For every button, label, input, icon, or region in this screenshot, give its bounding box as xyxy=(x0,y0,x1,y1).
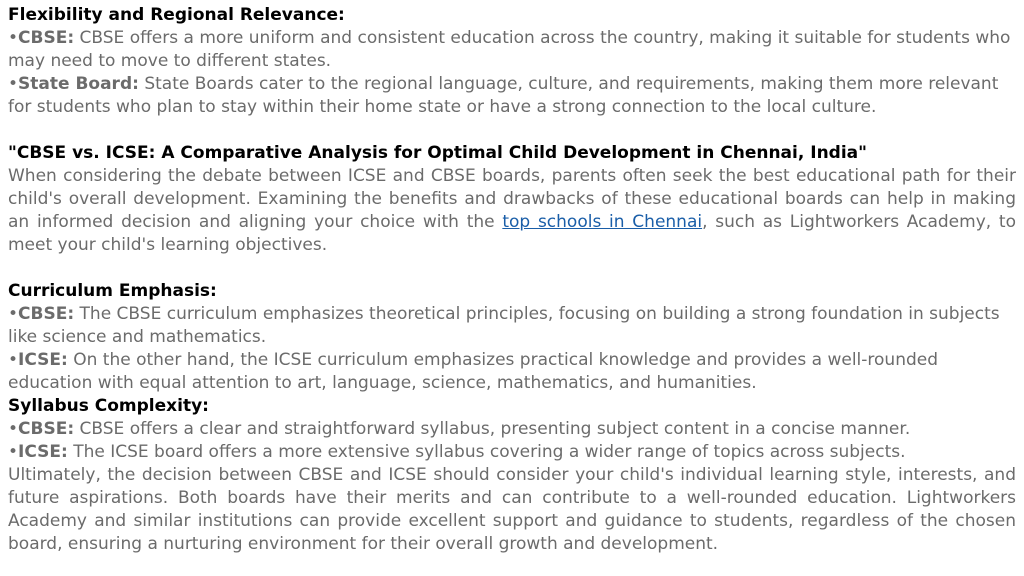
item-text: The ICSE board offers a more extensive syllabus covering a wider range of topics across subjects. xyxy=(67,442,906,462)
item-label: CBSE: xyxy=(18,419,75,439)
item-text: The CBSE curriculum emphasizes theoretical principles, focusing on building a strong foundation in subjects like science and mathematics. xyxy=(8,304,1000,347)
spacer xyxy=(8,119,1016,142)
bullet: • xyxy=(8,28,19,48)
conclusion-paragraph: Ultimately, the decision between CBSE and ICSE should consider your child's individual learning style, interests, and future aspirations. Both boards have their merits and can contribute to a well-rounded education. Lightworkers Academy and similar institutions can provide excellent support and guidance to students, regardless of the chosen board, ensuring a nurturing environment for their overall growth and development. xyxy=(8,465,1016,554)
list-item xyxy=(8,441,1016,464)
flexibility-heading: Flexibility and Regional Relevance: xyxy=(8,5,345,25)
bullet: • xyxy=(8,442,19,462)
item-text: CBSE offers a clear and straightforward syllabus, presenting subject content in a concise manner. xyxy=(74,419,911,439)
list-item xyxy=(8,303,1016,349)
item-label: ICSE: xyxy=(18,442,68,462)
paragraph-text: When considering the debate between ICSE and CBSE boards, parents often seek the best educational path for their child's overall development. Examining the benefits and drawbacks of these educational boards can help in making an informed decision and aligning your choice with the xyxy=(8,166,1016,232)
paragraph-text: , such as Lightworkers Academy, to meet your child's learning objectives. xyxy=(8,212,1016,255)
list-item xyxy=(8,73,1016,119)
item-label: State Board: xyxy=(18,74,139,94)
curriculum-heading: Curriculum Emphasis: xyxy=(8,281,217,301)
top-schools-link[interactable]: top schools in Chennai xyxy=(502,212,703,232)
bullet: • xyxy=(8,304,19,324)
item-label: CBSE: xyxy=(18,304,75,324)
item-label: CBSE: xyxy=(18,28,75,48)
comparison-paragraph xyxy=(8,165,1016,257)
comparison-heading: "CBSE vs. ICSE: A Comparative Analysis for Optimal Child Development in Chennai, India" xyxy=(8,143,867,163)
spacer xyxy=(8,257,1016,280)
item-text: State Boards cater to the regional language, culture, and requirements, making them more relevant for students who plan to stay within their home state or have a strong connection to the local culture. xyxy=(8,74,999,117)
item-text: CBSE offers a more uniform and consistent education across the country, making it suitable for students who may need to move to different states. xyxy=(8,28,1011,71)
bullet: • xyxy=(8,350,19,370)
item-label: ICSE: xyxy=(18,350,68,370)
list-item xyxy=(8,349,1016,395)
bullet: • xyxy=(8,74,19,94)
item-text: On the other hand, the ICSE curriculum emphasizes practical knowledge and provides a well-rounded education with equal attention to art, language, science, mathematics, and humanities. xyxy=(8,350,939,393)
bullet: • xyxy=(8,419,19,439)
list-item xyxy=(8,27,1016,73)
syllabus-heading: Syllabus Complexity: xyxy=(8,396,209,416)
list-item xyxy=(8,418,1016,441)
